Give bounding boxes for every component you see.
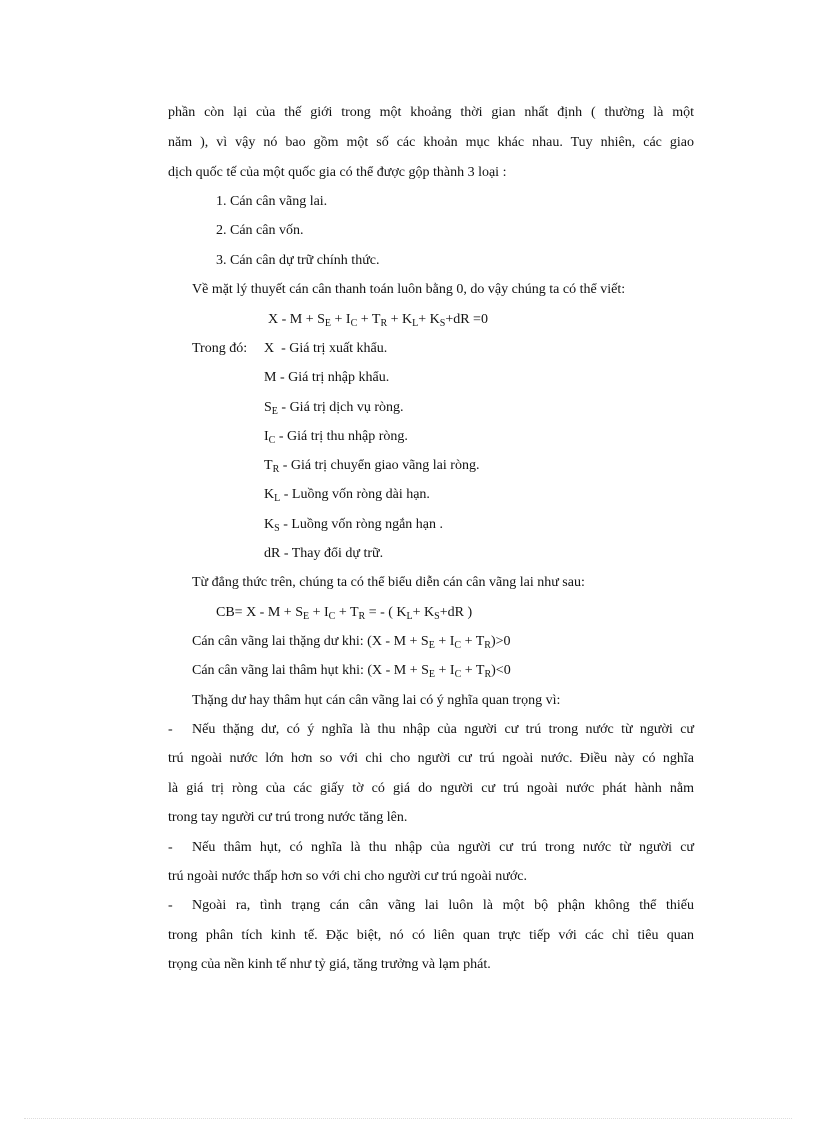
definition-item: dR - Thay đổi dự trữ. [264,546,384,561]
bullet-3-line-1: Ngoài ra, tình trạng cán cân vãng lai luôn là một bộ phận không thể thiếu [192,898,694,913]
intro-line-1: phần còn lại của thế giới trong một khoảng thời gian nhất định ( thường là một [168,105,694,120]
definition-item: $T_R$ - Giá trị chuyển giao vãng lai ròng. [264,458,480,475]
definition-item: $S_E$ - Giá trị dịch vụ ròng. [264,400,404,417]
list-item-1: 1. Cán cân vãng lai. [216,194,328,209]
page-bottom-divider [24,1118,792,1119]
bullet-3-line-3: trọng của nền kinh tế như tỷ giá, tăng trưởng và lạm phát. [168,957,491,972]
bullet-1-line-1: Nếu thặng dư, có ý nghĩa là thu nhập của người cư trú trong nước từ người cư [192,722,694,737]
definition-item: $K_S$ - Luồng vốn ròng ngắn hạn . [264,517,443,534]
intro-line-3: dịch quốc tế của một quốc gia có thể được gộp thành 3 loại : [168,165,507,180]
bullet-1-line-2: trú ngoài nước lớn hơn so với chi cho người cư trú ngoài nước. Điều này có nghĩa [168,751,694,766]
bullet-dash: - [168,722,173,737]
bullet-2-line-1: Nếu thâm hụt, có nghĩa là thu nhập của người cư trú trong nước từ người cư [192,840,694,855]
definition-item: $K_L$ - Luồng vốn ròng dài hạn. [264,487,430,504]
balance-equation: $X - M + S_E + I_C + T_R + K_L+ K_S+dR =0$ [268,312,488,329]
bullet-1-line-4: trong tay người cư trú trong nước tăng lên. [168,810,408,825]
theory-sentence: Về mặt lý thuyết cán cân thanh toán luôn bằng 0, do vậy chúng ta có thể viết: [192,282,626,297]
surplus-condition: Cán cân vãng lai thặng dư khi: $(X - M + S_E + I_C + T_R)>0$ [192,634,511,651]
definition-item: $I_C$ - Giá trị thu nhập ròng. [264,429,408,446]
bullet-dash: - [168,898,173,913]
significance-sentence: Thặng dư hay thâm hụt cán cân vãng lai có ý nghĩa quan trọng vì: [192,693,561,708]
bullet-1-line-3: là giá trị ròng của các giấy tờ có giá do người cư trú ngoài nước phát hành nằm [168,781,694,796]
list-item-2: 2. Cán cân vốn. [216,223,304,238]
bullet-dash: - [168,840,173,855]
bullet-2-line-2: trú ngoài nước thấp hơn so với chi cho người cư trú ngoài nước. [168,869,527,884]
from-sentence: Từ đẳng thức trên, chúng ta có thể biểu diễn cán cân vãng lai như sau: [192,575,585,590]
intro-line-2: năm ), vì vậy nó bao gồm một số các khoản mục khác nhau. Tuy nhiên, các giao [168,135,694,150]
definition-item: M - Giá trị nhập khẩu. [264,370,390,385]
where-label: Trong đó: [192,341,248,356]
bullet-3-line-2: trong phân tích kinh tế. Đặc biệt, nó có liên quan trực tiếp với các chỉ tiêu quan [168,928,694,943]
list-item-3: 3. Cán cân dự trữ chính thức. [216,253,380,268]
deficit-condition: Cán cân vãng lai thâm hụt khi: $(X - M + S_E + I_C + T_R)<0$ [192,663,511,680]
definition-item: X - Giá trị xuất khẩu. [264,341,388,356]
cb-equation: $CB= X - M + S_E + I_C + T_R$ = - ( $K_L+ K_S+dR$ ) [216,605,473,622]
